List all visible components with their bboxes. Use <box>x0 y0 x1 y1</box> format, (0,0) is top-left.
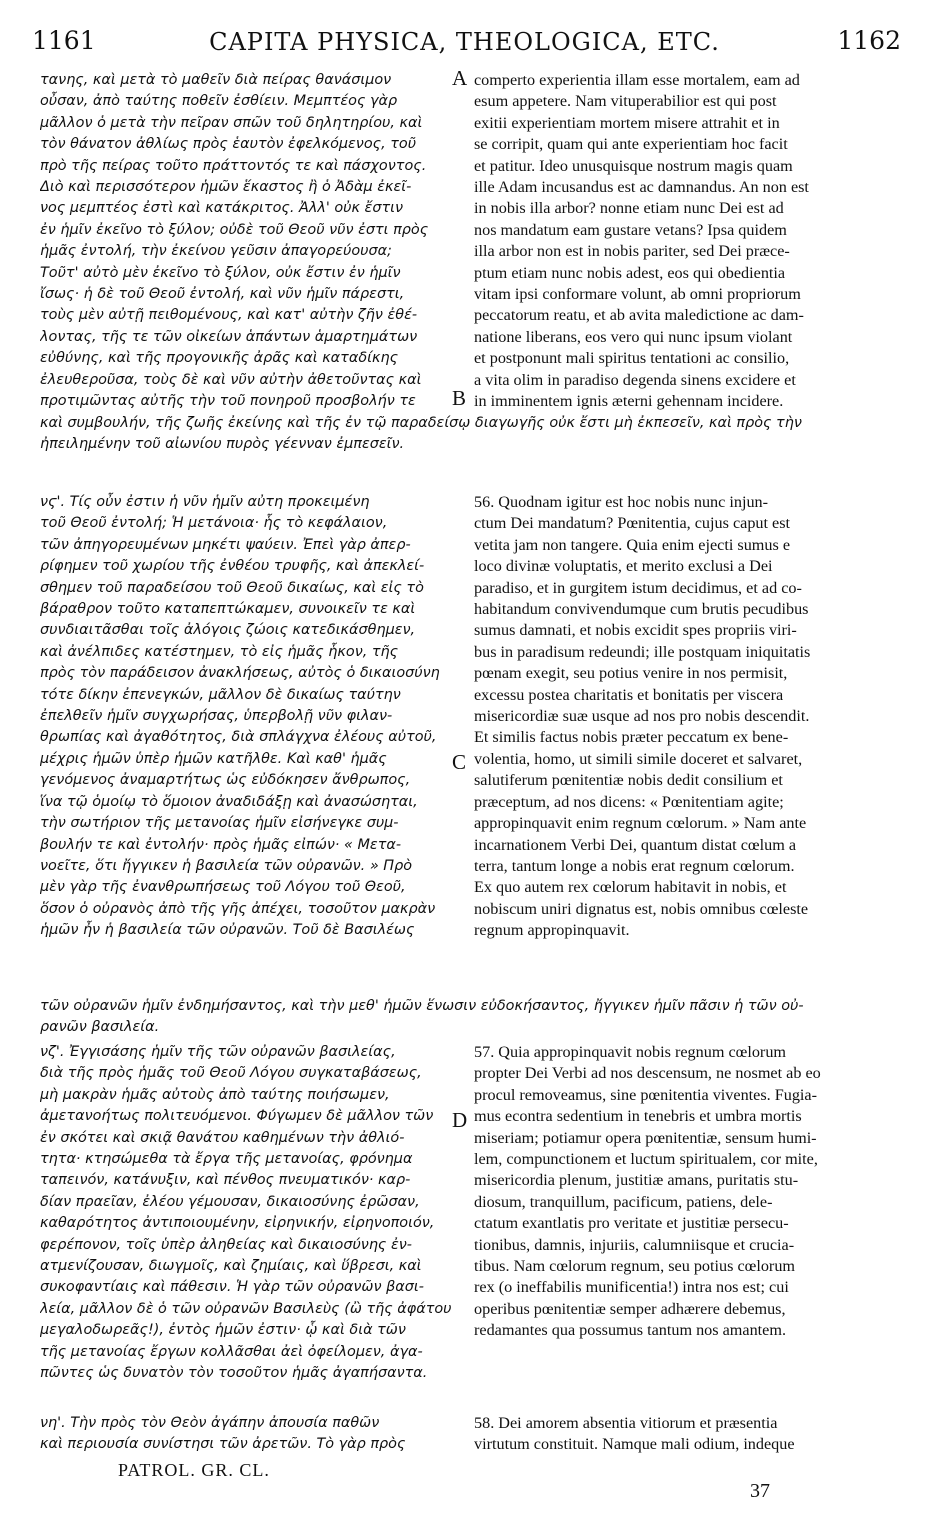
text-line: θρωπίας καὶ ἀγαθότητος, διὰ σπλάγχνα ἐλέους αὐτοῦ, <box>40 729 437 746</box>
text-line: nobiscum uniri dignatus est, nobis omnibus cœleste <box>474 899 809 918</box>
margin-marker-b: B <box>452 386 467 410</box>
text-line: καὶ περιουσία συνίστησι τῶν ἀρετῶν. Τὸ γὰρ πρὸς <box>40 1436 406 1453</box>
text-line: loco divinæ voluptatis, et merito exclusi a Dei <box>474 557 773 576</box>
text-line: propter Dei Verbi ad nos descensum, ne nosmet ab eo <box>474 1064 821 1083</box>
text-line: μᾶλλον ὁ μετὰ τὴν πεῖραν σπῶν τοῦ δηλητηρίου, καὶ <box>40 114 423 131</box>
text-line: φερέπονον, τοῖς ὑπὲρ ἀληθείας καὶ δικαιοσύνης ἐν- <box>40 1236 412 1253</box>
margin-marker-c: C <box>452 750 467 774</box>
text-line: ταπεινόν, κατάνυξιν, καὶ πένθος πνευματικόν· καρ- <box>40 1172 411 1189</box>
text-line: νοεῖτε, ὅτι ἤγγικεν ἡ βασιλεία τῶν οὐρανῶν. » Πρὸ <box>40 857 413 874</box>
text-line: νϛ'. Τίς οὖν ἐστιν ἡ νῦν ἡμῖν αὐτη προκειμένη <box>40 494 370 510</box>
text-line: συκοφαντίαις καὶ πάθεσιν. Ἡ γὰρ τῶν οὐρανῶν βασι- <box>40 1279 424 1296</box>
text-line: 56. Quodnam igitur est hoc nobis nunc injun- <box>474 493 769 511</box>
text-line: lem, compunctionem et luctum spiritualem, cor mite, <box>474 1150 818 1169</box>
text-line: τοῦ Θεοῦ ἐντολή; Ἡ μετάνοια· ἧς τὸ κεφάλαιον, <box>40 515 388 532</box>
text-line: ρίφημεν τοῦ χωρίου τῆς ἐνθέου τρυφῆς, καὶ ἀπεκλεί- <box>40 558 425 575</box>
text-line: λεία, μᾶλλον δὲ ὁ τῶν οὐρανῶν Βασιλεὺς (ὢ τῆς ἀφάτου <box>40 1300 452 1317</box>
text-line: volentia, homo, ut simili simile doceret et salvaret, <box>474 749 803 768</box>
text-line: diosum, tranquillum, pacificum, patiens, dele- <box>474 1192 773 1211</box>
text-line: γενόμενος ἀναμαρτήτως ὡς εὐδόκησεν ἄνθρωπος, <box>40 772 411 789</box>
text-line: illa arbor non est in nobis pariter, sed Dei præce- <box>474 242 790 261</box>
text-line: sumus damnati, et nobis excidit spes propriis viri- <box>474 621 797 640</box>
text-line: νζ'. Ἐγγισάσης ἡμῖν τῆς τῶν οὐρανῶν βασιλείας, <box>40 1044 396 1060</box>
text-line: νη'. Τὴν πρὸς τὸν Θεὸν ἀγάπην ἀπουσία παθῶν <box>40 1415 380 1431</box>
text-line: ρανῶν βασιλεία. <box>40 1019 160 1036</box>
text-line: ἐν σκότει καὶ σκιᾷ θανάτου καθημένων τὴν ἀθλιό- <box>40 1129 405 1146</box>
text-line: διὰ τῆς πρὸς ἡμᾶς τοῦ Θεοῦ Λόγου συγκαταβάσεως, <box>40 1065 422 1082</box>
text-line: ctatum exantlatis pro veritate et justitiæ persecu- <box>474 1214 789 1233</box>
text-line: καθαρότητος ἀντιποιουμένην, εἰρηνικήν, εἰρηνοποιόν, <box>40 1215 435 1232</box>
text-line: in imminentem ignis æterni gehennam incidere. <box>474 392 784 411</box>
text-line: in nobis illa arbor? nonne etiam nunc Dei est ad <box>474 199 784 218</box>
text-line: τότε δίκην ἐπενεγκών, μᾶλλον δὲ δικαίως ταύτην <box>40 686 401 703</box>
text-line: vitam ipsi conformare volunt, ab omni propriorum <box>474 285 801 304</box>
text-line: σθημεν τοῦ παραδείσου τοῦ Θεοῦ δικαίως, καὶ εἰς τὸ <box>40 579 424 596</box>
text-line: excessu postea charitatis et bonitatis per viscera <box>474 685 784 704</box>
text-line: πῶντες ὡς δυνατὸν τὸν τοσοῦτον ἡμᾶς ἀγαπήσαντα. <box>40 1365 428 1382</box>
text-line: καὶ ἀνέλπιδες κατέστημεν, τὸ εἰς ἡμᾶς ἧκον, τῆς <box>40 643 399 660</box>
text-line: ὅσον ὁ οὐρανὸς ἀπὸ τῆς γῆς ἀπέχει, τοσοῦτον μακρὰν <box>40 900 436 917</box>
text-line: præceptum, ad nos dicens: « Pœnitentiam agite; <box>474 792 784 811</box>
right-column-number: 1162 <box>837 26 901 55</box>
text-line: ἐν ἡμῖν ἐκεῖνο τὸ ξύλον; οὐδὲ τοῦ Θεοῦ νῦν ἐστι πρὸς <box>40 221 429 238</box>
text-line: καὶ συμβουλήν, τῆς ζωῆς ἐκείνης καὶ τῆς ἐν τῷ παραδείσῳ διαγωγῆς οὐκ ἔστι μὴ ἐκπεσεῖν, καὶ πρὸς τὴν <box>40 415 802 431</box>
text-line: terra, tantum longe a nobis erat regnum cœlorum. <box>474 856 795 875</box>
text-line: Τοῦτ' αὐτὸ μὲν ἐκεῖνο τὸ ξύλον, οὐκ ἔστιν ἐν ἡμῖν <box>40 264 401 281</box>
series-footer: PATROL. GR. CL. <box>118 1460 270 1480</box>
text-line: ἐπελθεῖν ἡμῖν συγχωρήσας, ὑπερβολῇ νῦν φιλαν- <box>40 708 393 725</box>
greek-full-width-text <box>40 413 900 456</box>
text-line: ἵνα τῷ ὁμοίῳ τὸ ὅμοιον ἀναδιδάξῃ καὶ ἀνασώσηται, <box>40 793 418 810</box>
text-line: τῶν οὐρανῶν ἡμῖν ἐνδημήσαντος, καὶ τὴν μεθ' ἡμῶν ἕνωσιν εὐδοκήσαντος, ἤγγικεν ἡμῖν πᾶσιν ἡ τῶν οὐ- <box>40 998 804 1014</box>
text-line: ἐλευθεροῦσα, τοὺς δὲ καὶ νῦν αὐτὴν ἀθετοῦντας καὶ <box>40 371 422 388</box>
text-line: procul removeamus, sine pœnitentia viventes. Fugia- <box>474 1085 818 1104</box>
text-line: se corripit, quam qui ante experientiam hoc facit <box>474 135 788 154</box>
text-line: ptum etiam nunc nobis adest, eos qui obedientia <box>474 263 786 282</box>
text-line: τανης, καὶ μετὰ τὸ μαθεῖν διὰ πείρας θανάσιμον <box>40 72 392 88</box>
latin-column <box>474 492 894 942</box>
text-line: virtutum constituit. Namque mali odium, indeque <box>474 1435 795 1454</box>
text-line: nos mandatum eam gustare vetans? Ipsa quidem <box>474 220 787 239</box>
left-column-number: 1161 <box>32 26 96 55</box>
text-line: προτιμῶντας αὐτῆς τὴν τοῦ πονηροῦ προσβολήν τε <box>40 393 416 410</box>
text-line: et patitur. Ideo unusquisque nostrum magis quam <box>474 156 793 175</box>
latin-column <box>474 1042 894 1342</box>
text-line: ἀμετανοήτως πολιτευόμενοι. Φύγωμεν δὲ μᾶλλον τῶν <box>40 1108 434 1125</box>
text-line: μὲν γὰρ τῆς ἐνανθρωπήσεως τοῦ Λόγου τοῦ Θεοῦ, <box>40 879 406 896</box>
text-line: ἡμᾶς ἐντολή, τὴν ἐκείνου γεῦσιν ἀπαγορεύουσα; <box>40 243 392 260</box>
text-line: βουλήν τε καὶ ἐντολήν· πρὸς ἡμᾶς εἰπών· « Μετα- <box>40 836 402 853</box>
text-line: esum appetere. Nam vituperabilior est qui post <box>474 92 777 111</box>
text-line: 58. Dei amorem absentia vitiorum et præsentia <box>474 1414 778 1432</box>
text-line: et postponunt mali spiritus tentationi ac consilio, <box>474 349 790 368</box>
latin-column <box>474 70 894 413</box>
latin-column <box>474 1413 894 1456</box>
text-line: habitandum convivendumque cum brutis pecudibus <box>474 600 809 619</box>
greek-column <box>40 1042 458 1385</box>
text-line: peccatorum reatu, et ab avita maledictione ac dam- <box>474 306 804 325</box>
text-line: misericordiæ suæ usque ad nos pro nobis descendit. <box>474 707 810 726</box>
text-line: τῆς μετανοίας ἔργων κολλᾶσθαι ἀεὶ ὀφείλομεν, ἀγα- <box>40 1343 423 1360</box>
signature-number: 37 <box>750 1480 770 1502</box>
text-line: τοὺς μὲν αὐτῇ πειθομένους, καὶ κατ' αὐτὴν ζῆν ἐθέ- <box>40 307 418 324</box>
text-line: bus in paradisum redeundi; ille postquam iniquitatis <box>474 642 811 661</box>
text-line: tionibus, damnis, injuriis, calumniisque et crucia- <box>474 1235 795 1254</box>
text-line: βάραθρον τοῦτο καταπεπτώκαμεν, συνοικεῖν τε καὶ <box>40 601 416 618</box>
text-line: 57. Quia appropinquavit nobis regnum cœlorum <box>474 1043 787 1061</box>
text-line: regnum appropinquavit. <box>474 921 630 940</box>
text-line: comperto experientia illam esse mortalem, eam ad <box>474 71 800 89</box>
text-line: τῶν ἀπηγορευμένων μηκέτι ψαύειν. Ἐπεὶ γὰρ ἀπερ- <box>40 536 411 553</box>
text-line: συνδιαιτᾶσθαι τοῖς ἀλόγοις ζώοις κατεδικάσθημεν, <box>40 622 416 639</box>
text-line: rex (o ineffabilis munificentia!) intra nos est; cui <box>474 1278 789 1297</box>
text-line: οὖσαν, ἀπὸ ταύτης ποθεῖν ἐσθίειν. Μεμπτέος γὰρ <box>40 93 398 110</box>
running-header <box>0 26 929 66</box>
text-line: vetita jam non tangere. Quia enim ejecti sumus e <box>474 535 791 554</box>
text-line: Et similis factus nobis præter peccatum ex bene- <box>474 728 789 747</box>
text-line: misericordia plenum, justitiæ amans, puritatis stu- <box>474 1171 799 1190</box>
text-line: natione liberans, eos vero qui nunc ipsum violant <box>474 327 793 346</box>
text-line: τὴν σωτήριον τῆς μετανοίας ἡμῖν εἰσήνεγκε συμ- <box>40 815 399 832</box>
text-line: paradiso, et in gurgitem istum decidimus, et ad co- <box>474 578 802 597</box>
text-line: exitii experientiam mortem misere attrahit et in <box>474 113 780 132</box>
text-line: appropinquavit enim regnum cœlorum. » Nam ante <box>474 814 807 833</box>
running-title: CAPITA PHYSICA, THEOLOGICA, ETC. <box>209 28 720 56</box>
text-line: μέχρις ἡμῶν ὑπὲρ ἡμῶν κατῆλθε. Καὶ καθ' ἡμᾶς <box>40 750 387 767</box>
margin-marker-a: A <box>452 66 468 90</box>
text-line: miseriam; potiamur opera pœnitentiæ, sensum humi- <box>474 1128 817 1147</box>
text-line: pœnam exegit, seu potius venire in nos permisit, <box>474 664 788 683</box>
text-line: redamantes qua possumus tantum nos amantem. <box>474 1321 786 1340</box>
greek-column <box>40 70 458 413</box>
text-line: ctum Dei mandatum? Pœnitentia, cujus caput est <box>474 514 791 533</box>
text-line: μὴ μακρὰν ἡμᾶς αὐτοὺς ἀπὸ ταύτης ποιήσωμεν, <box>40 1086 390 1103</box>
text-line: νος μεμπτέος ἐστὶ καὶ κατάκριτος. Ἀλλ' οὐκ ἔστιν <box>40 200 404 217</box>
text-line: λοντας, τῆς τε τῶν οἰκείων ἁπάντων ἁμαρτημάτων <box>40 328 418 345</box>
text-line: τητα· κτησώμεθα τὰ ἔργα τῆς μετανοίας, φρόνημα <box>40 1151 413 1168</box>
text-line: operibus pœnitentiæ semper adhærere debemus, <box>474 1299 786 1318</box>
text-line: tibus. Nam cœlorum regnum, seu potius cœlorum <box>474 1257 796 1276</box>
text-line: τὸν θάνατον ἀθλίως πρὸς ἑαυτὸν ἐφελκόμενος, τοῦ <box>40 136 417 153</box>
greek-column <box>40 492 458 942</box>
text-line: ἠπειλημένην τοῦ αἰωνίου πυρὸς γέενναν ἐμπεσεῖν. <box>40 436 405 453</box>
text-line: πρὸς τὸν παράδεισον ἀνακλήσεως, αὐτὸς ὁ δικαιοσύνη <box>40 665 440 682</box>
text-line: incarnationem Verbi Dei, quantum distat cœlum a <box>474 835 797 854</box>
text-line: salutiferum pœnitentiæ nobis dedit consilium et <box>474 771 783 790</box>
margin-marker-d: D <box>452 1108 468 1132</box>
text-line: εὐθύνης, καὶ τῆς προγονικῆς ἀρᾶς καὶ καταδίκης <box>40 350 399 367</box>
text-line: ille Adam incusandus est ac damnandus. An non est <box>474 178 809 197</box>
text-line: Ex quo autem rex cœlorum habitavit in nobis, et <box>474 878 787 897</box>
text-line: Διὸ καὶ περισσότερον ἡμῶν ἕκαστος ἢ ὁ Ἀδὰμ ἐκεῖ- <box>40 179 412 196</box>
greek-column <box>40 1413 458 1456</box>
text-line: ατμενίζουσαν, διωγμοῖς, καὶ ζημίαις, καὶ ὕβρεσι, καὶ <box>40 1258 422 1275</box>
greek-full-width-text <box>40 996 900 1039</box>
text-line: δίαν πραεῖαν, ἐλέου γέμουσαν, δικαιοσύνης ἐρῶσαν, <box>40 1193 420 1210</box>
text-line: ἴσως· ἡ δὲ τοῦ Θεοῦ ἐντολή, καὶ νῦν ἡμῖν πάρεστι, <box>40 286 405 303</box>
text-line: ἡμῶν ἦν ἡ βασιλεία τῶν οὐρανῶν. Τοῦ δὲ Βασιλέως <box>40 922 415 939</box>
text-line: πρὸ τῆς πείρας τοῦτο πράττοντός τε καὶ πάσχοντος. <box>40 157 427 174</box>
text-line: a vita olim in paradiso degenda sinens excidere et <box>474 370 796 389</box>
text-line: mus econtra sedentium in tenebris et umbra mortis <box>474 1107 802 1126</box>
text-line: μεγαλοδωρεᾶς!), ἐντὸς ἡμῶν ἐστιν· ᾧ καὶ διὰ τῶν <box>40 1322 406 1339</box>
